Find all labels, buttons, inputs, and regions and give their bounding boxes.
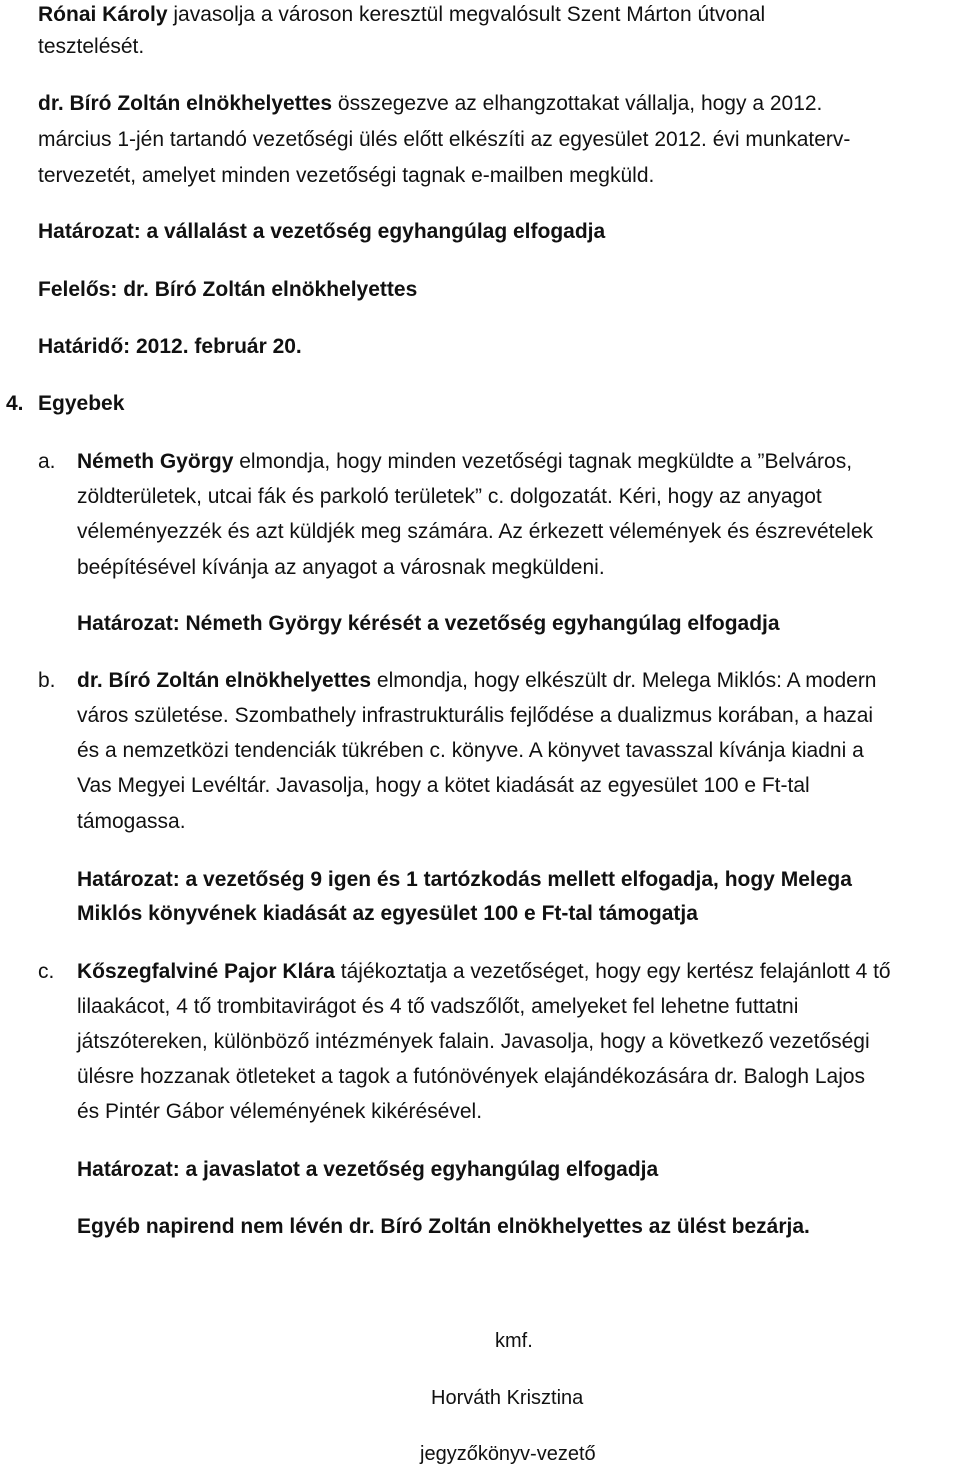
item-b-letter: b. [38,669,56,692]
responsible-person: Felelős: dr. Bíró Zoltán elnökhelyettes [38,278,418,301]
item-c-resolution: Határozat: a javaslatot a vezetőség egyhangúlag elfogadja [77,1158,659,1181]
person-name: dr. Bíró Zoltán elnökhelyettes [38,92,333,115]
item-c-letter: c. [38,960,55,983]
item-c-line-1: Kőszegfalviné Pajor Klára tájékoztatja a vezetőséget, hogy egy kertész felajánlott 4 tő [77,960,891,983]
item-b-line-4: Vas Megyei Levéltár. Javasolja, hogy a kötet kiadását az egyesület 100 e Ft-tal [77,774,810,797]
item-c-line-5: és Pintér Gábor véleményének kikérésével. [77,1100,483,1123]
kmf-label: kmf. [495,1330,533,1352]
item-c-line-4: ülésre hozzanak ötleteket a tagok a futónövények elajándékozására dr. Balogh Lajos [77,1065,866,1088]
closing-statement: Egyéb napirend nem lévén dr. Bíró Zoltán elnökhelyettes az ülést bezárja. [77,1215,810,1238]
paragraph-biro-line-1: dr. Bíró Zoltán elnökhelyettes összegezve az elhangzottakat vállalja, hogy a 2012. [38,92,823,115]
item-b-resolution-line-1: Határozat: a vezetőség 9 igen és 1 tartózkodás mellett elfogadja, hogy Melega [77,868,852,891]
item-a-line-2: zöldterületek, utcai fák és parkoló területek” c. dolgozatát. Kéri, hogy az anyagot [77,485,822,508]
signatory-role: jegyzőkönyv-vezető [420,1443,596,1465]
section-title: Egyebek [38,392,125,415]
item-a-line-4: beépítésével kívánja az anyagot a városnak megküldeni. [77,556,605,579]
item-b-line-1: dr. Bíró Zoltán elnökhelyettes elmondja, hogy elkészült dr. Melega Miklós: A modern [77,669,877,692]
item-a-letter: a. [38,450,56,473]
item-b-line-3: és a nemzetközi tendenciák tükrében c. könyve. A könyvet tavasszal kívánja kiadni a [77,739,864,762]
paragraph-ronai-line-1: Rónai Károly javasolja a városon keresztül megvalósult Szent Márton útvonal [38,3,766,26]
item-c-line-3: játszótereken, különböző intézmények falain. Javasolja, hogy a következő vezetőségi [77,1030,870,1053]
item-a-line-1: Németh György elmondja, hogy minden vezetőségi tagnak megküldte a ”Belváros, [77,450,853,473]
section-number: 4. [6,392,24,415]
person-name: Rónai Károly [38,3,168,26]
person-name: Kőszegfalviné Pajor Klára [77,960,335,983]
item-a-line-3: véleményezzék és azt küldjék meg számára. Az érkezett vélemények és észrevételek [77,520,874,543]
paragraph-biro-line-3: tervezetét, amelyet minden vezetőségi tagnak e-mailben megküld. [38,164,655,187]
person-name: dr. Bíró Zoltán elnökhelyettes [77,669,372,692]
deadline: Határidő: 2012. február 20. [38,335,302,358]
paragraph-biro-line-2: március 1-jén tartandó vezetőségi ülés előtt elkészíti az egyesület 2012. évi munkaterv- [38,128,851,151]
signatory-name: Horváth Krisztina [431,1387,584,1409]
item-b-line-2: város születése. Szombathely infrastrukturális fejlődése a dualizmus korában, a hazai [77,704,874,727]
item-a-resolution: Határozat: Németh György kérését a vezetőség egyhangúlag elfogadja [77,612,780,635]
item-c-line-2: lilaakácot, 4 tő trombitavirágot és 4 tő vadszőlőt, amelyeket fel lehetne futtatni [77,995,799,1018]
item-b-resolution-line-2: Miklós könyvének kiadását az egyesület 100 e Ft-tal támogatja [77,902,698,925]
paragraph-ronai-line-2: tesztelését. [38,35,145,58]
person-name: Németh György [77,450,234,473]
resolution-1: Határozat: a vállalást a vezetőség egyhangúlag elfogadja [38,220,606,243]
item-b-line-5: támogassa. [77,810,186,833]
